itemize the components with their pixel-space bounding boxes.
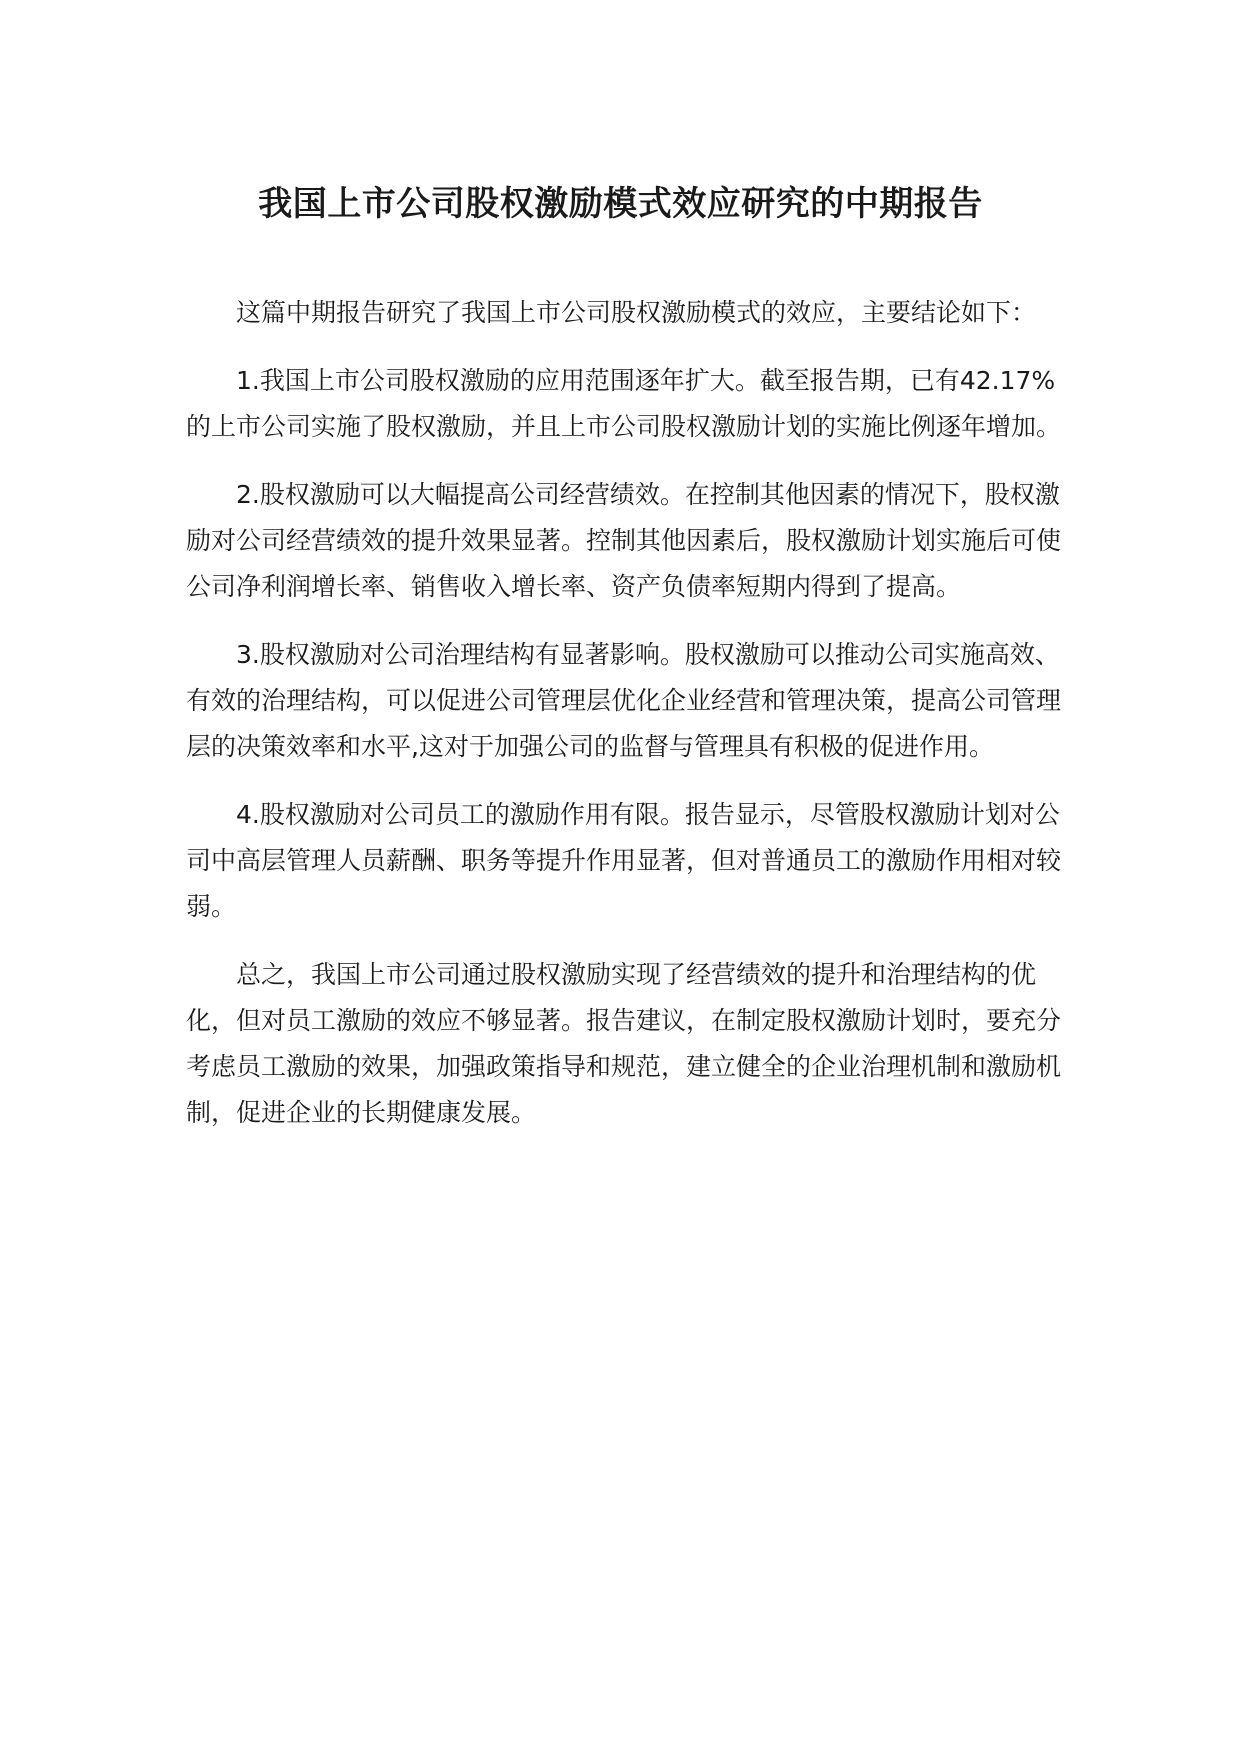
conclusion-paragraph: 总之，我国上市公司通过股权激励实现了经营绩效的提升和治理结构的优化，但对员工激励的效应不够显著。报告建议，在制定股权激励计划时，要充分考虑员工激励的效果，加强政策指导和规范，建立健全的企业治理机制和激励机制，促进企业的长期健康发展。 (186, 960, 1062, 1127)
finding-3-paragraph: 3.股权激励对公司治理结构有显著影响。股权激励可以推动公司实施高效、有效的治理结构，可以促进公司管理层优化企业经营和管理决策，提高公司管理层的决策效率和水平,这对于加强公司的监督与管理具有积极的促进作用。 (186, 640, 1062, 761)
finding-1-paragraph: 1.我国上市公司股权激励的应用范围逐年扩大。截至报告期，已有42.17%的上市公司实施了股权激励，并且上市公司股权激励计划的实施比例逐年增加。 (186, 366, 1062, 441)
finding-4-paragraph: 4.股权激励对公司员工的激励作用有限。报告显示，尽管股权激励计划对公司中高层管理人员薪酬、职务等提升作用显著，但对普通员工的激励作用相对较弱。 (186, 800, 1062, 921)
document-body (186, 290, 1066, 1158)
intro-paragraph: 这篇中期报告研究了我国上市公司股权激励模式的效应，主要结论如下： (236, 298, 1037, 327)
document-title: 我国上市公司股权激励模式效应研究的中期报告 (258, 184, 983, 224)
finding-2-paragraph: 2.股权激励可以大幅提高公司经营绩效。在控制其他因素的情况下，股权激励对公司经营绩效的提升效果显著。控制其他因素后，股权激励计划实施后可使公司净利润增长率、销售收入增长率、资产负债率短期内得到了提高。 (186, 480, 1062, 601)
